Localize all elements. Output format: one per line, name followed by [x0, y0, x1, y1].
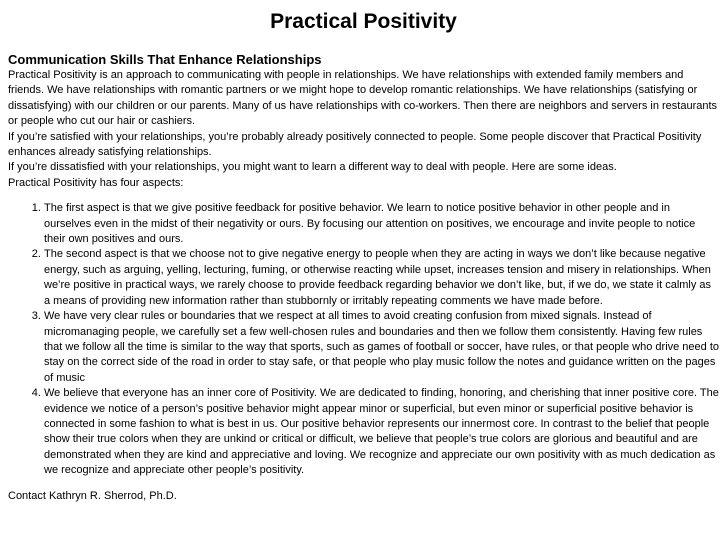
page-title: Practical Positivity	[270, 10, 457, 33]
aspect-item-4: 4. We believe that everyone has an inner core of Positivity. We are dedicated to finding, honoring, and cherishing that inner positive core. The evidence we notice of a person’s positive behavior might appear minor or superficial, but even minor or superficial positive behavior is connected in some fashion to what is best in us. Our positive behavior represents our innermost core. In contrast to the belief that people show their true colors when they are unkind or critical or difficult, we believe that people’s true colors are glorious and beautiful and are demonstrated when they are kind and appreciative and loving. We recognize and appreciate our own positivity with as much dedication as we recognize and appreciate other people’s positivity.	[44, 386, 719, 478]
aspect-item-1: 1. The first aspect is that we give positive feedback for positive behavior. We learn to notice positive behavior in other people and in ourselves even in the midst of their negativity or ours. By focusing our attention on positives, we encourage and invite people to notice their own positives and ours.	[44, 201, 719, 247]
contact-line: Contact Kathryn R. Sherrod, Ph.D.	[8, 489, 177, 502]
intro-paragraph: Practical Positivity is an approach to communicating with people in relationships. We have relationships with extended family members and friends. We have relationships with romantic partners or we might hope to develop romantic relationships. We have relationships (satisfying or dissatisfying) with our children or our parents. Many of us have relationships with co-workers. Then there are neighbors and servers in restaurants or people who cut our hair or cashiers.	[8, 69, 718, 128]
dissatisfied-paragraph: If you’re dissatisfied with your relationships, you might want to learn a different way to deal with people. Here are some ideas.	[8, 161, 617, 174]
aspect-item-3: 3. We have very clear rules or boundaries that we respect at all times to avoid creating confusion from mixed signals. Instead of micromanaging people, we carefully set a few well-chosen rules and boundaries and then we follow them consistently. Having few rules that we follow all the time is similar to the way that sports, such as games of football or soccer, have rules, or that people who drive need to stay on the correct side of the road in order to stay safe, or that people who play music follow the notes and guidance written on the pages of music	[44, 309, 719, 386]
aspects-list	[8, 201, 719, 478]
aspects-intro: Practical Positivity has four aspects:	[8, 176, 184, 189]
section-heading: Communication Skills That Enhance Relationships	[8, 52, 322, 67]
satisfied-paragraph: If you’re satisfied with your relationships, you’re probably already positively connected to people. Some people discover that Practical Positivity enhances already satisfying relationships.	[8, 130, 702, 159]
aspect-item-2: 2. The second aspect is that we choose not to give negative energy to people when they are acting in ways we don’t like because negative energy, such as arguing, yelling, lecturing, fuming, or otherwise reacting while upset, increases tension and misery in relationships. When we’re positive in practical ways, we rarely choose to provide feedback regarding behavior we don’t like, but, if we do, we state it calmly as a means of providing new information rather than stubbornly or irritably repeating comments we have made before.	[44, 247, 719, 309]
